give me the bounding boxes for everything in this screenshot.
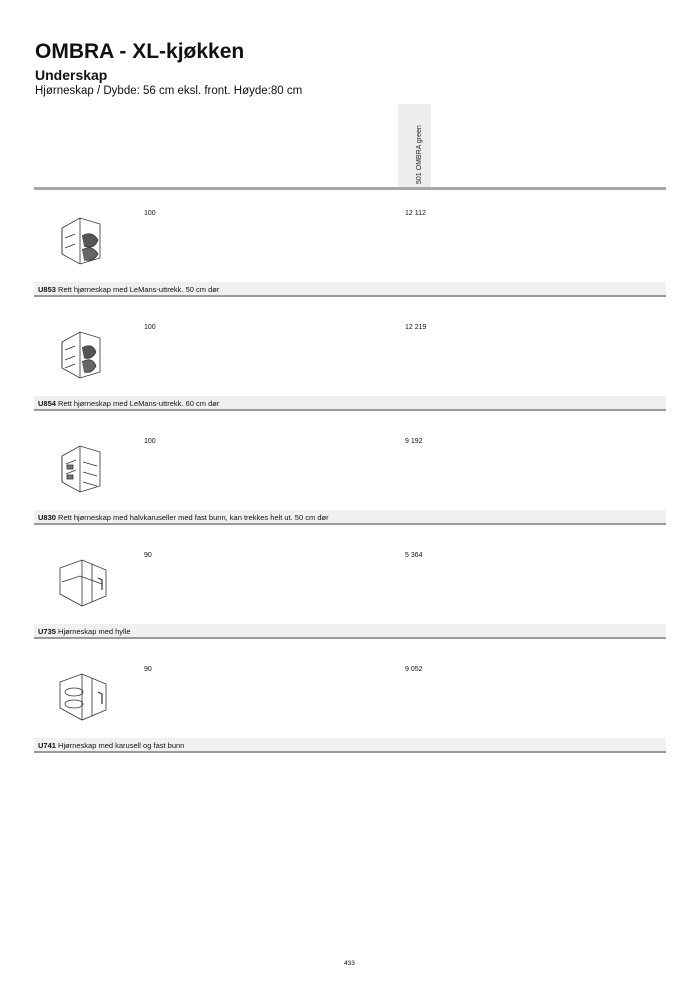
product-price: 5 364 bbox=[405, 552, 423, 559]
corner-cabinet-shelf-icon bbox=[52, 548, 118, 608]
product-price: 12 112 bbox=[405, 210, 426, 217]
row-divider bbox=[34, 523, 666, 525]
row-divider bbox=[34, 637, 666, 639]
row-divider bbox=[34, 409, 666, 411]
product-width: 90 bbox=[144, 666, 152, 673]
product-name: Rett hjørneskap med LeMans-uttrekk. 50 cm dør bbox=[58, 285, 220, 294]
row-divider bbox=[34, 295, 666, 297]
product-row bbox=[34, 306, 666, 420]
product-code: U741 bbox=[38, 741, 56, 750]
product-label bbox=[38, 399, 219, 408]
product-width: 100 bbox=[144, 438, 156, 445]
corner-cabinet-half-carousel-icon bbox=[52, 434, 118, 494]
corner-cabinet-lemans-icon bbox=[52, 320, 118, 380]
corner-cabinet-lemans-icon bbox=[52, 206, 118, 266]
product-price: 9 052 bbox=[405, 666, 423, 673]
section-description: Hjørneskap / Dybde: 56 cm eksl. front. Høyde:80 cm bbox=[35, 85, 303, 97]
product-code: U735 bbox=[38, 627, 56, 636]
product-name: Hjørneskap med karusell og fast bunn bbox=[58, 741, 185, 750]
price-column-label: 501 OMBRA green bbox=[416, 125, 423, 184]
product-price: 9 192 bbox=[405, 438, 423, 445]
corner-cabinet-carousel-icon bbox=[52, 662, 118, 722]
product-row bbox=[34, 420, 666, 534]
product-row bbox=[34, 192, 666, 306]
product-label-bar bbox=[34, 282, 666, 295]
product-label bbox=[38, 741, 184, 750]
product-code: U830 bbox=[38, 513, 56, 522]
product-name: Hjørneskap med hylle bbox=[58, 627, 131, 636]
product-row bbox=[34, 534, 666, 648]
product-width: 90 bbox=[144, 552, 152, 559]
product-label-bar bbox=[34, 738, 666, 751]
product-width: 100 bbox=[144, 210, 156, 217]
product-price: 12 219 bbox=[405, 324, 427, 331]
product-code: U854 bbox=[38, 399, 56, 408]
row-divider bbox=[34, 751, 666, 753]
product-label bbox=[38, 285, 219, 294]
product-label-bar bbox=[34, 624, 666, 637]
product-name: Rett hjørneskap med halvkaruseller med fast bunn, kan trekkes helt ut. 50 cm dør bbox=[58, 513, 329, 522]
price-column-header bbox=[398, 104, 431, 188]
product-code: U853 bbox=[38, 285, 56, 294]
product-row bbox=[34, 648, 666, 762]
header-divider bbox=[34, 187, 666, 190]
product-width: 100 bbox=[144, 324, 156, 331]
product-label bbox=[38, 513, 329, 522]
page-title: OMBRA - XL-kjøkken bbox=[35, 40, 245, 63]
product-label-bar bbox=[34, 510, 666, 523]
product-label-bar bbox=[34, 396, 666, 409]
product-label bbox=[38, 627, 131, 636]
section-subtitle: Underskap bbox=[35, 67, 108, 83]
product-name: Rett hjørneskap med LeMans-uttrekk. 60 cm dør bbox=[58, 399, 220, 408]
page-number: 433 bbox=[344, 960, 355, 967]
